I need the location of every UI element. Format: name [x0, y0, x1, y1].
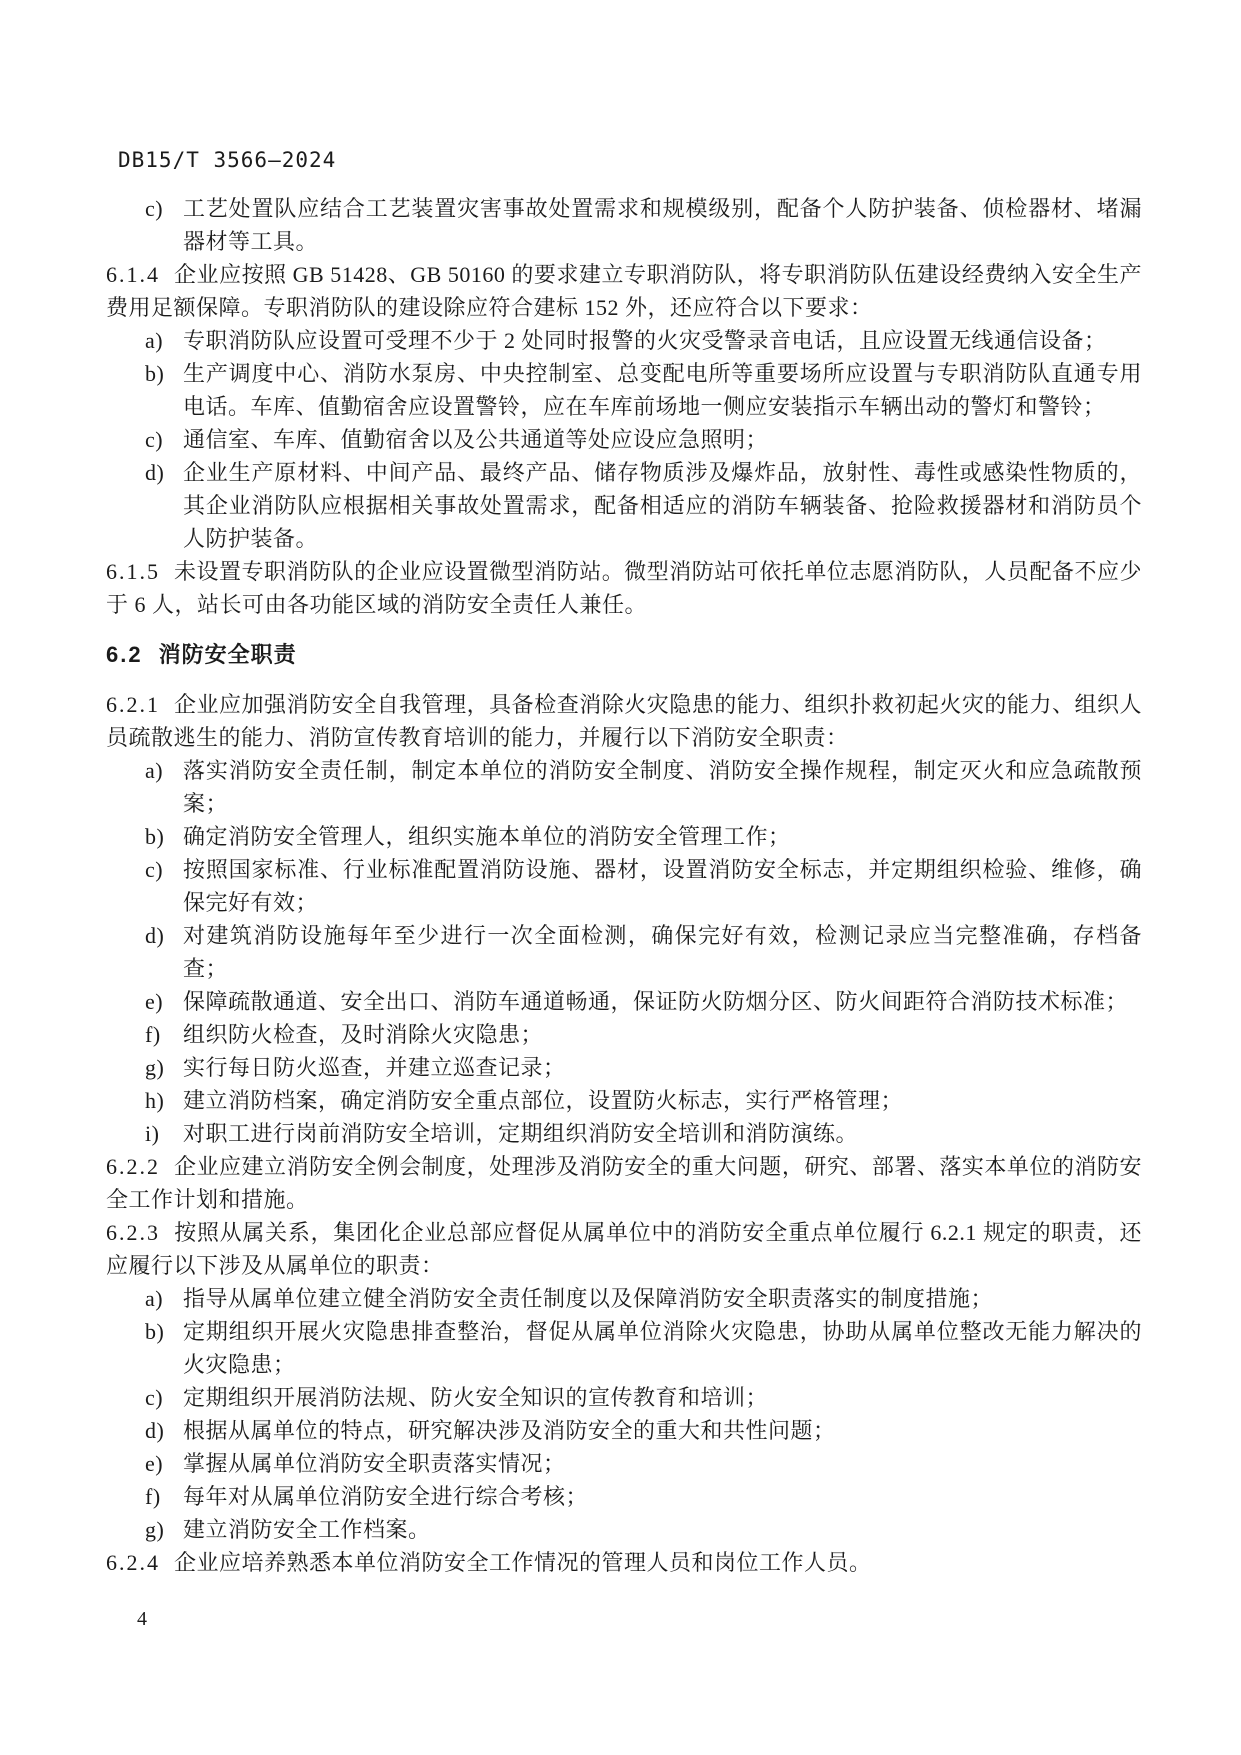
- list-marker: a): [145, 758, 164, 783]
- list-item-text: 定期组织开展消防法规、防火安全知识的宣传教育和培训；: [183, 1385, 769, 1410]
- list-item-text: 对建筑消防设施每年至少进行一次全面检测，确保完好有效，检测记录应当完整准确，存档备查；: [183, 923, 1142, 981]
- list-item-text: 落实消防安全责任制，制定本单位的消防安全制度、消防安全操作规程，制定灭火和应急疏散预案；: [183, 758, 1142, 816]
- section-heading-6-2: [106, 638, 1142, 671]
- clause-number: 6.2.4: [106, 1550, 160, 1575]
- list-item-6-1-4-b: [106, 357, 1142, 423]
- clause-6-2-4: [106, 1546, 1142, 1579]
- list-marker: e): [145, 1451, 164, 1476]
- list-marker: d): [145, 1418, 165, 1443]
- list-item-6-2-3-g: [106, 1513, 1142, 1546]
- list-item-6-2-1-d: [106, 919, 1142, 985]
- list-item-6-2-1-a: [106, 754, 1142, 820]
- list-item-6-1-4-d: [106, 456, 1142, 555]
- clause-6-1-5: [106, 555, 1142, 621]
- clause-number: 6.1.4: [106, 262, 160, 287]
- list-item-6-2-1-c: [106, 853, 1142, 919]
- clause-text: 企业应培养熟悉本单位消防安全工作情况的管理人员和岗位工作人员。: [174, 1550, 872, 1575]
- clause-text: 企业应建立消防安全例会制度，处理涉及消防安全的重大问题，研究、部署、落实本单位的消防安全工作计划和措施。: [106, 1154, 1142, 1212]
- clause-number: 6.2.3: [106, 1220, 160, 1245]
- section-number: 6.2: [106, 642, 143, 667]
- list-marker: f): [145, 1484, 161, 1509]
- list-item-text: 生产调度中心、消防水泵房、中央控制室、总变配电所等重要场所应设置与专职消防队直通专用电话。车库、值勤宿舍应设置警铃，应在车库前场地一侧应安装指示车辆出动的警灯和警铃；: [183, 361, 1142, 419]
- list-item-6-2-1-f: [106, 1018, 1142, 1051]
- list-item-text: 工艺处置队应结合工艺装置灾害事故处置需求和规模级别，配备个人防护装备、侦检器材、堵漏器材等工具。: [183, 196, 1142, 254]
- page-number: 4: [137, 1608, 147, 1630]
- list-item-text: 掌握从属单位消防安全职责落实情况；: [183, 1451, 566, 1476]
- list-item-text: 建立消防安全工作档案。: [183, 1517, 431, 1542]
- list-item-6-2-3-d: [106, 1414, 1142, 1447]
- list-item-text: 确定消防安全管理人，组织实施本单位的消防安全管理工作；: [183, 824, 791, 849]
- list-marker: a): [145, 1286, 164, 1311]
- doc-number-header: DB15/T 3566—2024: [118, 148, 337, 172]
- list-marker: g): [145, 1055, 165, 1080]
- list-marker: c): [145, 196, 164, 221]
- list-item-6-2-3-c: [106, 1381, 1142, 1414]
- list-marker: e): [145, 989, 164, 1014]
- list-marker: b): [145, 1319, 165, 1344]
- section-title: 消防安全职责: [158, 642, 297, 667]
- list-item-text: 定期组织开展火灾隐患排查整治，督促从属单位消除火灾隐患，协助从属单位整改无能力解决的火灾隐患；: [183, 1319, 1142, 1377]
- list-item-6-2-1-h: [106, 1084, 1142, 1117]
- list-item-6-2-1-e: [106, 985, 1142, 1018]
- list-item-text: 通信室、车库、值勤宿舍以及公共通道等处应设应急照明；: [183, 427, 769, 452]
- list-item-text: 根据从属单位的特点，研究解决涉及消防安全的重大和共性问题；: [183, 1418, 836, 1443]
- list-item-6-1-3-c: [106, 192, 1142, 258]
- list-item-6-1-4-a: [106, 324, 1142, 357]
- list-marker: c): [145, 1385, 164, 1410]
- list-item-6-2-1-g: [106, 1051, 1142, 1084]
- list-item-text: 建立消防档案，确定消防安全重点部位，设置防火标志，实行严格管理；: [183, 1088, 904, 1113]
- list-marker: b): [145, 824, 165, 849]
- list-marker: h): [145, 1088, 165, 1113]
- clause-6-2-3: [106, 1216, 1142, 1282]
- list-item-text: 指导从属单位建立健全消防安全责任制度以及保障消防安全职责落实的制度措施；: [183, 1286, 994, 1311]
- clause-number: 6.1.5: [106, 559, 160, 584]
- clause-number: 6.2.1: [106, 692, 160, 717]
- list-item-text: 按照国家标准、行业标准配置消防设施、器材，设置消防安全标志，并定期组织检验、维修，确保完好有效；: [183, 857, 1142, 915]
- clause-6-2-1: [106, 688, 1142, 754]
- list-item-6-2-1-i: [106, 1117, 1142, 1150]
- clause-text: 企业应加强消防安全自我管理，具备检查消除火灾隐患的能力、组织扑救初起火灾的能力、组织人员疏散逃生的能力、消防宣传教育培训的能力，并履行以下消防安全职责：: [106, 692, 1142, 750]
- clause-text: 企业应按照 GB 51428、GB 50160 的要求建立专职消防队，将专职消防队伍建设经费纳入安全生产费用足额保障。专职消防队的建设除应符合建标 152 外，还应符合以下要求：: [106, 262, 1142, 320]
- list-marker: a): [145, 328, 164, 353]
- document-body: [106, 192, 1142, 1579]
- list-item-6-2-3-b: [106, 1315, 1142, 1381]
- list-item-text: 对职工进行岗前消防安全培训，定期组织消防安全培训和消防演练。: [183, 1121, 859, 1146]
- list-item-6-2-1-b: [106, 820, 1142, 853]
- list-item-6-1-4-c: [106, 423, 1142, 456]
- list-marker: g): [145, 1517, 165, 1542]
- clause-6-2-2: [106, 1150, 1142, 1216]
- list-item-text: 专职消防队应设置可受理不少于 2 处同时报警的火灾受警录音电话，且应设置无线通信设备；: [183, 328, 1107, 353]
- list-marker: b): [145, 361, 165, 386]
- list-marker: d): [145, 460, 165, 485]
- list-item-text: 每年对从属单位消防安全进行综合考核；: [183, 1484, 589, 1509]
- list-marker: d): [145, 923, 165, 948]
- list-item-text: 实行每日防火巡查，并建立巡查记录；: [183, 1055, 566, 1080]
- list-marker: f): [145, 1022, 161, 1047]
- clause-6-1-4: [106, 258, 1142, 324]
- list-item-text: 组织防火检查，及时消除火灾隐患；: [183, 1022, 544, 1047]
- list-marker: c): [145, 427, 164, 452]
- list-item-6-2-3-e: [106, 1447, 1142, 1480]
- clause-text: 按照从属关系，集团化企业总部应督促从属单位中的消防安全重点单位履行 6.2.1 规定的职责，还应履行以下涉及从属单位的职责：: [106, 1220, 1142, 1278]
- list-item-text: 企业生产原材料、中间产品、最终产品、储存物质涉及爆炸品，放射性、毒性或感染性物质的，其企业消防队应根据相关事故处置需求，配备相适应的消防车辆装备、抢险救援器材和消防员个人防护装备。: [183, 460, 1142, 551]
- list-marker: i): [145, 1121, 160, 1146]
- list-marker: c): [145, 857, 164, 882]
- list-item-6-2-3-f: [106, 1480, 1142, 1513]
- clause-text: 未设置专职消防队的企业应设置微型消防站。微型消防站可依托单位志愿消防队，人员配备不应少于 6 人，站长可由各功能区域的消防安全责任人兼任。: [106, 559, 1142, 617]
- list-item-text: 保障疏散通道、安全出口、消防车通道畅通，保证防火防烟分区、防火间距符合消防技术标准；: [183, 989, 1129, 1014]
- list-item-6-2-3-a: [106, 1282, 1142, 1315]
- clause-number: 6.2.2: [106, 1154, 160, 1179]
